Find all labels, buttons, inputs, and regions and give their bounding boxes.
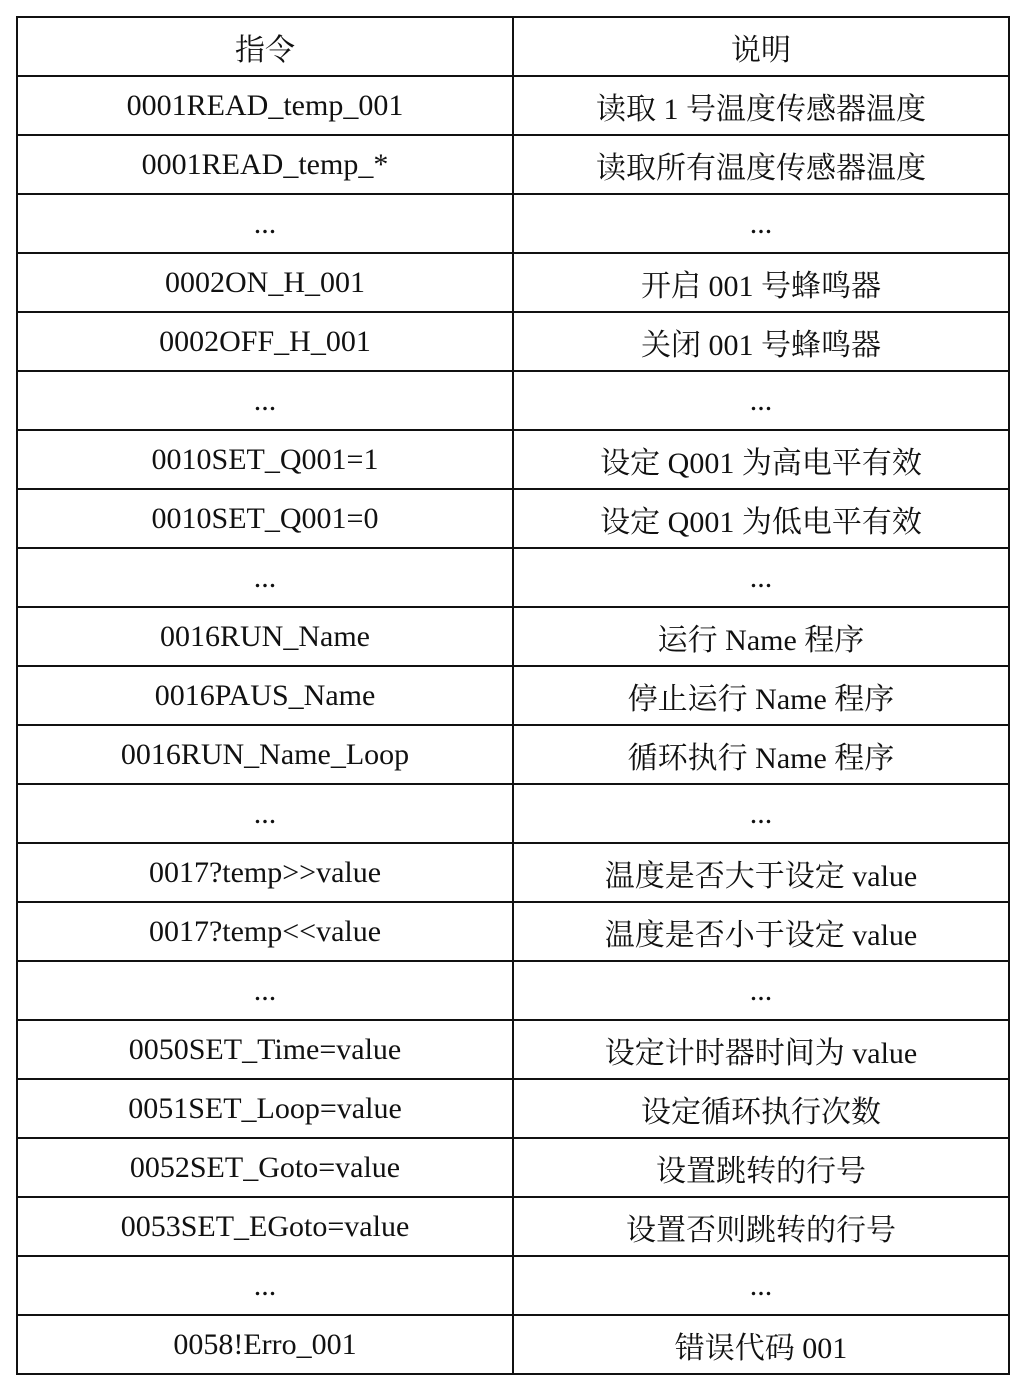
description-cell: 停止运行 Name 程序: [513, 666, 1009, 725]
table-row: [17, 1197, 1009, 1256]
command-cell: ...: [17, 961, 513, 1020]
command-cell: 0058!Erro_001: [17, 1315, 513, 1374]
description-cell: 循环执行 Name 程序: [513, 725, 1009, 784]
command-cell: 0002OFF_H_001: [17, 312, 513, 371]
description-cell: 错误代码 001: [513, 1315, 1009, 1374]
command-cell: 0017?temp>>value: [17, 843, 513, 902]
table-row: [17, 607, 1009, 666]
description-cell: 设置否则跳转的行号: [513, 1197, 1009, 1256]
description-cell: ...: [513, 371, 1009, 430]
command-cell: 0001READ_temp_*: [17, 135, 513, 194]
command-cell: ...: [17, 784, 513, 843]
header-command: 指令: [17, 17, 513, 76]
command-cell: 0010SET_Q001=1: [17, 430, 513, 489]
table-row: [17, 371, 1009, 430]
description-cell: 运行 Name 程序: [513, 607, 1009, 666]
table-row: [17, 430, 1009, 489]
command-cell: 0050SET_Time=value: [17, 1020, 513, 1079]
command-cell: 0010SET_Q001=0: [17, 489, 513, 548]
table-row: [17, 902, 1009, 961]
table-row: [17, 548, 1009, 607]
table-row: [17, 1138, 1009, 1197]
table-row: [17, 784, 1009, 843]
description-cell: ...: [513, 784, 1009, 843]
command-cell: ...: [17, 371, 513, 430]
description-cell: 关闭 001 号蜂鸣器: [513, 312, 1009, 371]
table-header-row: [17, 17, 1009, 76]
table-row: [17, 843, 1009, 902]
command-cell: 0017?temp<<value: [17, 902, 513, 961]
description-cell: ...: [513, 961, 1009, 1020]
description-cell: 温度是否小于设定 value: [513, 902, 1009, 961]
table-row: [17, 1079, 1009, 1138]
command-cell: 0016PAUS_Name: [17, 666, 513, 725]
command-cell: 0016RUN_Name: [17, 607, 513, 666]
description-cell: 读取所有温度传感器温度: [513, 135, 1009, 194]
command-cell: 0001READ_temp_001: [17, 76, 513, 135]
command-cell: ...: [17, 1256, 513, 1315]
description-cell: ...: [513, 1256, 1009, 1315]
table-row: [17, 666, 1009, 725]
description-cell: 设定循环执行次数: [513, 1079, 1009, 1138]
command-cell: 0051SET_Loop=value: [17, 1079, 513, 1138]
command-cell: ...: [17, 548, 513, 607]
description-cell: 设定计时器时间为 value: [513, 1020, 1009, 1079]
description-cell: 开启 001 号蜂鸣器: [513, 253, 1009, 312]
description-cell: 设置跳转的行号: [513, 1138, 1009, 1197]
command-cell: 0016RUN_Name_Loop: [17, 725, 513, 784]
description-cell: 设定 Q001 为低电平有效: [513, 489, 1009, 548]
table-body: [17, 76, 1009, 1374]
description-cell: ...: [513, 548, 1009, 607]
table-row: [17, 489, 1009, 548]
table-row: [17, 76, 1009, 135]
table-row: [17, 312, 1009, 371]
table-row: [17, 1020, 1009, 1079]
table-row: [17, 194, 1009, 253]
command-cell: 0052SET_Goto=value: [17, 1138, 513, 1197]
description-cell: ...: [513, 194, 1009, 253]
description-cell: 读取 1 号温度传感器温度: [513, 76, 1009, 135]
command-cell: 0053SET_EGoto=value: [17, 1197, 513, 1256]
command-cell: ...: [17, 194, 513, 253]
table-row: [17, 725, 1009, 784]
table-row: [17, 1315, 1009, 1374]
header-description: 说明: [513, 17, 1009, 76]
command-cell: 0002ON_H_001: [17, 253, 513, 312]
table-row: [17, 253, 1009, 312]
table-row: [17, 135, 1009, 194]
description-cell: 温度是否大于设定 value: [513, 843, 1009, 902]
table-row: [17, 961, 1009, 1020]
description-cell: 设定 Q001 为高电平有效: [513, 430, 1009, 489]
table-row: [17, 1256, 1009, 1315]
command-table: [16, 16, 1010, 1375]
